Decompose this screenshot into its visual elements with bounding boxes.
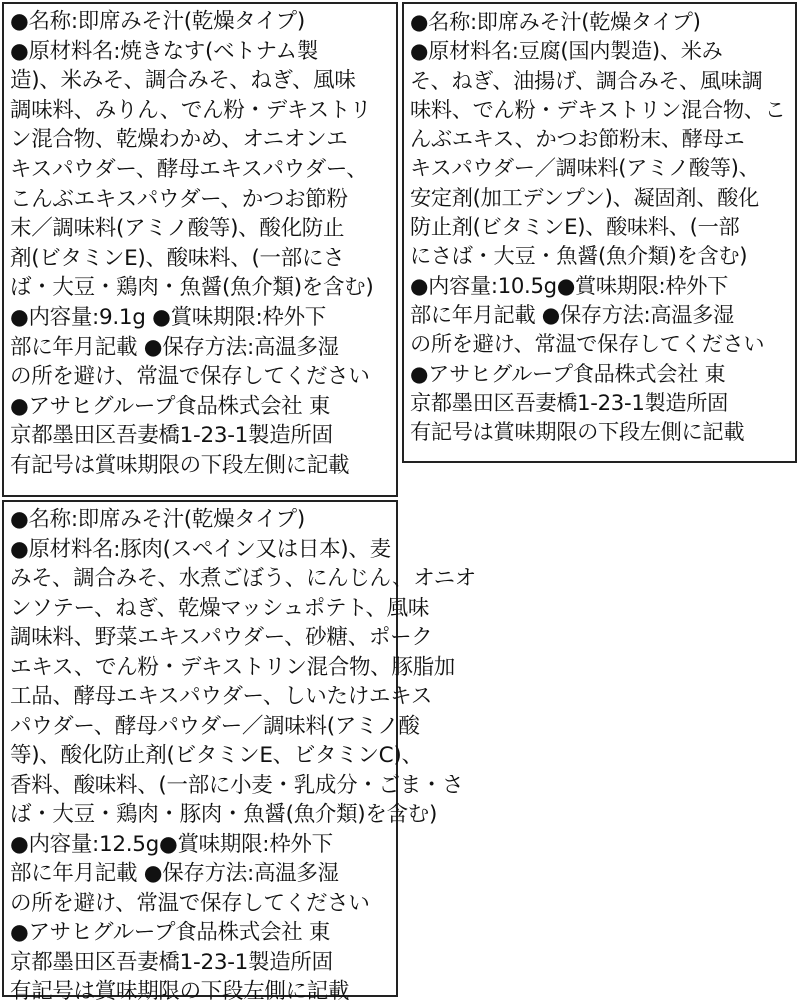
label-panel-tofu: [402, 2, 797, 463]
label-panel-eggplant: [2, 2, 398, 497]
label-text: ●名称:即席みそ汁(乾燥タイプ) ●原材料名:焼きなす(ベトナム製 造)、米みそ、調合みそ、ねぎ、風味 調味料、みりん、でん粉・デキストリ ン混合物、乾燥わかめ、オニオンエ キスパウダー、酵母エキスパウダー、 こんぶエキスパウダー、かつお節粉 末／調味料(アミノ酸等)、酸化防止 剤(ビタミンE)、酸味料、(一部にさ ば・大豆・鶏肉・魚醤(魚介類)を含む) ●内容量:9.1g ●賞味期限:枠外下 部に年月記載 ●保存方法:高温多湿 の所を避け、常温で保存してください ●アサヒグループ食品株式会社 東 京都墨田区吾妻橋1-23-1製造所固 有記号は賞味期限の下段左側に記載: [10, 9, 374, 478]
label-panel-pork: [2, 500, 476, 1004]
label-text: ●名称:即席みそ汁(乾燥タイプ) ●原材料名:豚肉(スペイン又は日本)、麦 みそ、調合みそ、水煮ごぼう、にんじん、オニオ ンソテー、ねぎ、乾燥マッシュポテト、風味 調味料、野菜エキスパウダー、砂糖、ポーク エキス、でん粉・デキストリン混合物、豚脂加 工品、酵母エキスパウダー、しいたけエキス パウダー、酵母パウダー／調味料(アミノ酸 等)、酸化防止剤(ビタミンE、ビタミンC)、 香料、酸味料、(一部に小麦・乳成分・ごま・さ ば・大豆・鶏肉・豚肉・魚醤(魚介類)を含む) ●内容量:12.5g●賞味期限:枠外下 部に年月記載 ●保存方法:高温多湿 の所を避け、常温で保存してください ●アサヒグループ食品株式会社 東 京都墨田区吾妻橋1-23-1製造所固 有記号は賞味期限の下段左側に記載: [10, 507, 476, 1004]
label-text: ●名称:即席みそ汁(乾燥タイプ) ●原材料名:豆腐(国内製造)、米み そ、ねぎ、油揚げ、調合みそ、風味調 味料、でん粉・デキストリン混合物、こ んぶエキス、かつお節粉末、酵母エ キスパウダー／調味料(アミノ酸等)、 安定剤(加工デンプン)、凝固剤、酸化 防止剤(ビタミンE)、酸味料、(一部 にさば・大豆・魚醤(魚介類)を含む) ●内容量:10.5g●賞味期限:枠外下 部に年月記載 ●保存方法:高温多湿 の所を避け、常温で保存してください ●アサヒグループ食品株式会社 東 京都墨田区吾妻橋1-23-1製造所固 有記号は賞味期限の下段左側に記載: [410, 9, 786, 445]
